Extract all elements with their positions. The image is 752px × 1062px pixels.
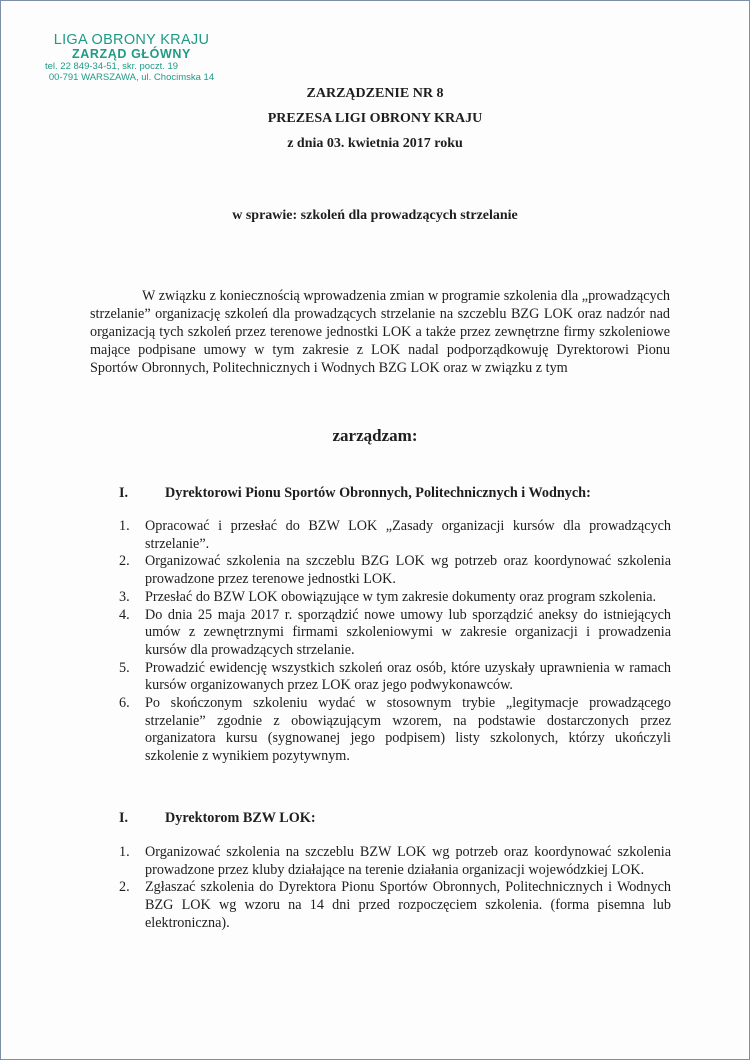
list-item-number: 5. xyxy=(119,659,130,676)
list-item xyxy=(119,660,671,695)
section-heading xyxy=(119,485,591,502)
list-item xyxy=(119,844,671,879)
list-item-number: 6. xyxy=(119,695,130,712)
section-title: Dyrektorom BZW LOK: xyxy=(165,810,316,826)
section-list xyxy=(119,518,671,766)
title-line-1: ZARZĄDZENIE NR 8 xyxy=(306,86,444,101)
stamp-org-name: LIGA OBRONY KRAJU xyxy=(53,32,210,48)
document-subject: w sprawie: szkoleń dla prowadzących strzelanie xyxy=(232,208,518,223)
list-item xyxy=(119,589,671,607)
stamp-board-name: ZARZĄD GŁÓWNY xyxy=(72,47,191,62)
list-item-number: 2. xyxy=(119,879,130,896)
list-item-text: Do dnia 25 maja 2017 r. sporządzić nowe umowy lub sporządzić aneksy do istniejących umów z zewnętrznymi firmami szkoleniowymi w zakresie organizacji i prowadzenia kursów dla prowadzących strzelanie. xyxy=(145,606,671,658)
list-item xyxy=(119,879,671,932)
section-number: I. xyxy=(119,810,129,826)
list-item-text: Opracować i przesłać do BZW LOK „Zasady organizacji kursów dla prowadzących strzelanie”. xyxy=(145,518,671,552)
document-title xyxy=(1,81,749,156)
intro-paragraph: W związku z koniecznością wprowadzenia zmian w programie szkolenia dla „prowadzących strzelanie” organizację szkoleń dla prowadzących strzelanie na szczeblu BZG LOK oraz nadzór nad organizacją tych szkoleń przez terenowe jednostki LOK a także przez zewnętrzne firmy szkoleniowe mające podpisane umowy w tym zakresie z LOK nadal podporządkowuję Dyrektorowi Pionu Sportów Obronnych, Politechnicznych i Wodnych BZG LOK oraz w związku z tym xyxy=(90,288,670,376)
list-item xyxy=(119,695,671,766)
section-number: I. xyxy=(119,485,129,501)
decree-heading: zarządzam: xyxy=(332,426,418,445)
list-item-number: 3. xyxy=(119,588,130,605)
list-item-text: Zgłaszać szkolenia do Dyrektora Pionu Sportów Obronnych, Politechnicznych i Wodnych BZG LOK wg wzoru na 14 dni przed rozpoczęciem szkolenia. (forma pisemna lub elektroniczna). xyxy=(145,879,671,931)
list-item-text: Przesłać do BZW LOK obowiązujące w tym zakresie dokumenty oraz program szkolenia. xyxy=(145,588,657,605)
list-item xyxy=(119,518,671,553)
list-item-text: Po skończonym szkoleniu wydać w stosownym trybie „legitymacje prowadzącego strzelanie” zgodnie z obowiązującym wzorem, na podstawie dostarczonych przez organizatora kursu (sygnowanej jego podpisem) listy szkolonych, którzy ukończyli szkolenie z wynikiem pozytywnym. xyxy=(145,695,671,765)
list-item xyxy=(119,607,671,660)
list-item-number: 2. xyxy=(119,553,130,570)
list-item-number: 1. xyxy=(119,518,130,534)
stamp-address: 00-791 WARSZAWA, ul. Chocimska 14 xyxy=(48,72,215,84)
list-item-text: Prowadzić ewidencję wszystkich szkoleń oraz osób, które uzyskały uprawnienia w ramach kursów organizowanych przez LOK oraz jego podwykonawców. xyxy=(145,659,671,694)
section-title: Dyrektorowi Pionu Sportów Obronnych, Politechnicznych i Wodnych: xyxy=(165,485,591,501)
list-item-number: 4. xyxy=(119,606,130,623)
list-item-text: Organizować szkolenia na szczeblu BZW LOK wg potrzeb oraz koordynować szkolenia prowadzone przez kluby działające na terenie działania organizacji wojewódzkiej LOK. xyxy=(145,844,671,878)
stamp-phone: tel. 22 849-34-51, skr. poczt. 19 xyxy=(45,61,179,73)
section-heading xyxy=(119,810,316,827)
list-item-number: 1. xyxy=(119,844,130,860)
title-line-3: z dnia 03. kwietnia 2017 roku xyxy=(287,136,463,151)
list-item xyxy=(119,553,671,588)
title-line-2: PREZESA LIGI OBRONY KRAJU xyxy=(267,111,483,126)
section-list xyxy=(119,844,671,933)
organization-stamp xyxy=(39,33,224,83)
list-item-text: Organizować szkolenia na szczeblu BZG LOK wg potrzeb oraz koordynować szkolenia prowadzone przez terenowe jednostki LOK. xyxy=(145,553,671,588)
